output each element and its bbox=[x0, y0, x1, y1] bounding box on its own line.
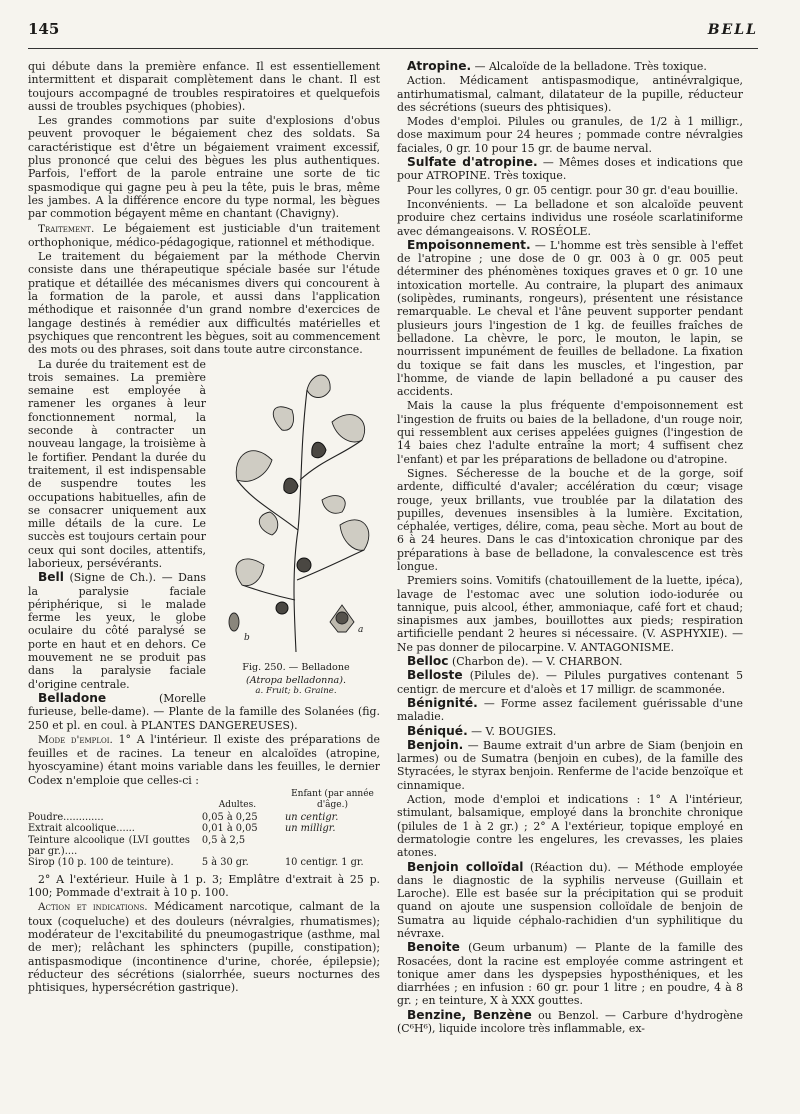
column-header-adults: Adultes. bbox=[218, 800, 257, 811]
column-header-child: Enfant (par année d'âge.) bbox=[291, 789, 374, 811]
entry-belladone bbox=[28, 692, 380, 732]
table-cell: 0,05 à 0,25 bbox=[201, 811, 258, 823]
table-cell bbox=[285, 835, 380, 858]
table-cell: Teinture alcoolique (LVI gouttes par gr.).... bbox=[28, 834, 190, 858]
entry-text: — Baume extrait d'un arbre de Siam (benjoin en larmes) ou de Sumatra (benjoin en cubes), de la famille des Styracées, le styrax benjoin. Renferme de l'acide benzoïque et cinnamique. bbox=[397, 738, 743, 792]
section-label: Mode d'emploi. bbox=[38, 733, 113, 746]
table-cell: Extrait alcoolique...... bbox=[28, 823, 135, 835]
entry-belloste bbox=[397, 669, 743, 696]
section-text: 1° A l'intérieur. Il existe des préparations de feuilles et de racines. La teneur en alcaloïdes (atropine, hyoscyamine) étant moins variable dans les feuilles, le dernier Codex n'emploie que celles-ci : bbox=[28, 732, 380, 787]
figure-250 bbox=[212, 360, 380, 696]
headword: Benjoin. bbox=[407, 737, 464, 752]
entry-benzine bbox=[397, 1009, 743, 1036]
section-label: Traitement. bbox=[38, 222, 95, 235]
table-cell: 10 centigr. 1 gr. bbox=[284, 857, 364, 869]
right-column bbox=[397, 60, 743, 1108]
headword: Empoisonnement. bbox=[407, 237, 531, 252]
headword: Belloc bbox=[407, 654, 449, 669]
entry-text: (Geum urbanum) — Plante de la famille des Rosacées, dont la racine est employée comme astringent et tonique amer dans les dyspepsies hyposthéniques, et les diarrhées ; en infusion : 60 gr. pour 1 litre ; en poudre, 4 à 8 gr. ; en teinture, X à XXX gouttes. bbox=[397, 941, 743, 1008]
paragraph: Action, mode d'emploi et indications : 1° A l'intérieur, stimulant, balsamique, employé dans la bronchite chronique (pilules de 1 à 2 gr.) ; 2° A l'extérieur, topique employé en dermatologie contre les engelures, les crevasses, les plaies atones. bbox=[397, 793, 743, 860]
paragraph: Pour les collyres, 0 gr. 05 centigr. pour 30 gr. d'eau bouillie. bbox=[407, 183, 739, 197]
headword: Belladone bbox=[38, 690, 107, 705]
entry-sulfate-atropine bbox=[397, 156, 743, 183]
table-row bbox=[28, 823, 380, 834]
headword: Bénignité. bbox=[407, 695, 478, 710]
section-label: Action et indications. bbox=[38, 901, 148, 914]
paragraph: Premiers soins. Vomitifs (chatouillement de la luette, ipéca), lavage de l'estomac avec une solution iodo-iodurée ou tannique, puis alcool, éther, ammoniaque, café fort et chaud; sinapismes aux jambes, bouillottes aux pieds; respiration artificielle pendant 2 heures si nécessaire. (V. ASPHYXIE). — Ne pas donner de pilocarpine. V. ANTAGONISME. bbox=[397, 574, 743, 654]
table-cell: un milligr. bbox=[284, 823, 336, 835]
entry-benignite bbox=[397, 697, 743, 724]
headword: Bell bbox=[38, 570, 64, 585]
table-row bbox=[28, 857, 380, 868]
entry-benjoin bbox=[397, 739, 743, 792]
entry-atropine bbox=[397, 60, 743, 73]
header-rule bbox=[28, 48, 758, 49]
headword: Benjoin colloïdal bbox=[407, 859, 524, 874]
entry-benique bbox=[397, 725, 743, 738]
paragraph: Modes d'emploi. Pilules ou granules, de 1/2 à 1 milligr., dose maximum pour 24 heures ; pommade contre névralgies faciales, 0 gr. 10 pour 15 gr. de baume nerval. bbox=[397, 115, 743, 155]
entry-text: — Forme assez facilement guérissable d'une maladie. bbox=[397, 696, 743, 724]
table-cell: Poudre............. bbox=[28, 811, 104, 823]
paragraph bbox=[28, 222, 380, 250]
dosage-table bbox=[28, 789, 380, 869]
figure-legend: a. Fruit; b. Graine. bbox=[255, 685, 337, 696]
table-cell: Sirop (10 p. 100 de teinture). bbox=[28, 857, 174, 869]
section-text: Médicament narcotique, calmant de la toux (coqueluche) et des douleurs (névralgies, rhumatismes); modérateur de l'excitabilité du pneumogastrique (asthme, mal de mer); relâchant les sphincters (pupille, constipation); antispasmodique (incontinence d'urine, chorée, épilepsie); réducteur des sécrétions (sialorrhée, sueurs nocturnes des phtisiques, hypersécrétion gastrique). bbox=[28, 900, 380, 995]
entry-text: — Alcaloïde de la belladone. Très toxique. bbox=[471, 60, 707, 73]
headword: Belloste bbox=[407, 668, 463, 683]
entry-text: (Pilules de). — Pilules purgatives contenant 5 centigr. de mercure et d'aloès et 17 milligr. de scammonée. bbox=[397, 669, 743, 696]
entry-text: (Charbon de). — V. CHARBON. bbox=[448, 655, 623, 669]
entry-text: Dans la paralysie faciale périphérique, si le malade ferme les yeux, le globe oculaire du côté paralysé se porte en haut et en dehors. Ce mouvement ne se produit pas dans la paralysie faciale d'origine centrale. bbox=[28, 571, 206, 691]
table-cell: 0,01 à 0,05 bbox=[201, 823, 258, 835]
page-number: 145 bbox=[28, 20, 60, 38]
entry-benjoin-colloidal bbox=[397, 861, 743, 941]
paragraph: Signes. Sécheresse de la bouche et de la gorge, soif ardente, difficulté d'avaler; accélération du cœur; visage rouge, yeux brillants, vue troublée par la dilatation des pupilles, devenues insensibles à la lumière. Excitation, céphalée, vertiges, délire, coma, peau sèche. Mort au bout de 6 à 24 heures. Dans le cas d'intoxication chronique par des préparations à base de belladone, la convalescence est très longue. bbox=[397, 466, 743, 573]
entry-text: — V. BOUGIES. bbox=[467, 724, 557, 738]
headword: Benoite bbox=[407, 940, 460, 955]
entry-text: (Réaction du). — Méthode employée dans le diagnostic de la syphilis nerveuse (Guillain et Laroche). Elle est basée sur la précipitation qui se produit quand on ajoute une suspension colloïdale de benjoin de Sumatra au liquide céphalo-rachidien d'un syphilitique du névraxe. bbox=[397, 860, 743, 940]
paragraph bbox=[28, 900, 380, 994]
headword: Benzine, Benzène bbox=[407, 1007, 532, 1022]
svg-text:a: a bbox=[358, 624, 364, 635]
headword-note: (Signe de Ch.). — bbox=[63, 571, 173, 585]
entry-belloc bbox=[397, 655, 743, 668]
table-cell: un centigr. bbox=[284, 811, 339, 823]
entry-text: — L'homme est très sensible à l'effet de l'atropine ; une dose de 0 gr. 003 à 0 gr. 005 peut déterminer des phénomènes toxiques graves et 0 gr. 10 une intoxication mortelle. Au contraire, la plupart des animaux (solipèdes, ruminants, rongeurs), présentent une résistance remarquable. Le cheval et l'âne peuvent supporter pendant plusieurs jours l'ingestion de 1 kg. de feuilles fraîches de belladone. La chèvre, le porc, le mouton, le lapin, se nourrissent impunément de feuilles de belladone. La fixation du toxique se fait dans les muscles, et l'ingestion, par l'homme, de viande de lapin belladoné a pu causer des accidents. bbox=[397, 238, 743, 399]
svg-text:b: b bbox=[244, 632, 250, 643]
entry-text: ou Benzol. — Carbure d'hydrogène (C⁶H⁶), liquide incolore très inflammable, ex- bbox=[397, 1008, 743, 1036]
paragraph: 2° A l'extérieur. Huile à 1 p. 3; Emplâtre d'extrait à 25 p. 100; Pommade d'extrait à 10 p. 100. bbox=[28, 872, 380, 900]
table-row bbox=[28, 812, 380, 823]
paragraph: Le traitement du bégaiement par la méthode Chervin consiste dans une thérapeutique spéciale basée sur l'étude pratique et détaillée des mécanismes divers qui concourent à la formation de la parole, et aussi dans l'application méthodique et raisonnée d'un grand nombre d'exercices de langage destinés à remédier aux difficultés matérielles et psychiques que rencontrent les bègues, soit au commencement des mots ou des phrases, soit dans toute autre circonstance. bbox=[28, 250, 380, 357]
paragraph bbox=[28, 733, 380, 787]
headword: Atropine. bbox=[407, 60, 472, 73]
running-head: BELL bbox=[707, 22, 758, 38]
page-header bbox=[28, 20, 758, 42]
figure-latin-name: (Atropa belladonna). bbox=[245, 674, 347, 686]
paragraph: Action. Médicament antispasmodique, antinévralgique, antirhumatismal, calmant, dilatateur de la pupille, réducteur des sécrétions (sueurs des phtisiques). bbox=[397, 74, 743, 114]
headword: Sulfate d'atropine. bbox=[407, 155, 538, 170]
left-column bbox=[28, 60, 380, 1108]
headword-note: (Morelle furieuse, belle-dame). — bbox=[28, 691, 206, 719]
entry-text: — Mêmes doses et indications que pour ATROPINE. Très toxique. bbox=[397, 156, 743, 183]
entry-text: Plante de la famille des Solanées (fig. 250 et pl. en coul. à PLANTES DANGEREUSES). bbox=[28, 705, 380, 732]
table-cell: 0,5 à 2,5 bbox=[201, 834, 246, 846]
section-text: Le bégaiement est justiciable d'un traitement orthophonique, médico-pédagogique, rationnel et méthodique. bbox=[28, 221, 380, 249]
belladonna-illustration bbox=[212, 360, 380, 660]
figure-caption: Fig. 250. — Belladone bbox=[242, 661, 350, 673]
entry-empoisonnement bbox=[397, 239, 743, 399]
entry-benoite bbox=[397, 941, 743, 1007]
paragraph: Mais la cause la plus fréquente d'empoisonnement est l'ingestion de fruits ou baies de la belladone, d'un rouge noir, qui ressemblent aux cerises appelées guignes (l'ingestion de 14 baies chez l'adulte entraîne la mort; 4 suffisent chez l'enfant) et par les préparations de belladone ou d'atropine. bbox=[397, 399, 743, 466]
headword: Béniqué. bbox=[407, 723, 468, 738]
table-row bbox=[28, 835, 380, 858]
table-cell: 5 à 30 gr. bbox=[201, 857, 249, 869]
paragraph: qui débute dans la première enfance. Il est essentiellement intermittent et disparait complètement dans le chant. Il est toujours accompagné de troubles respiratoires et quelquefois aussi de troubles psychiques (phobies). bbox=[28, 60, 380, 113]
paragraph: La durée du traitement est de trois semaines. La première semaine est employée à ramener les organes à leur fonctionnement normal, la seconde à contracter un nouveau langage, la troisième à le fortifier. Pendant la durée du traitement, il est indispensable de suspendre toutes les occupations habituelles, afin de se consacrer uniquement aux mille détails de la cure. Le succès est toujours certain pour ceux qui sont dociles, attentifs, laborieux, persévérants. bbox=[28, 357, 206, 570]
paragraph: Inconvénients. — La belladone et son alcaloïde peuvent produire chez certains individus une roséole scarlatiniforme avec démangeaisons. V. ROSÉOLE. bbox=[397, 197, 743, 238]
paragraph: Les grandes commotions par suite d'explosions d'obus peuvent provoquer le bégaiement chez des soldats. Sa caractéristique est d'être un bégaiement vraiment excessif, plus prononcé que celui des bègues les plus authentiques. Parfois, l'effort de la parole entraine une sorte de tic spasmodique qui gagne peu à peu la tête, puis le bras, même les jambes. A la différence encore du type normal, les bègues par commotion bégayent même en chantant (Chavigny). bbox=[28, 114, 380, 221]
